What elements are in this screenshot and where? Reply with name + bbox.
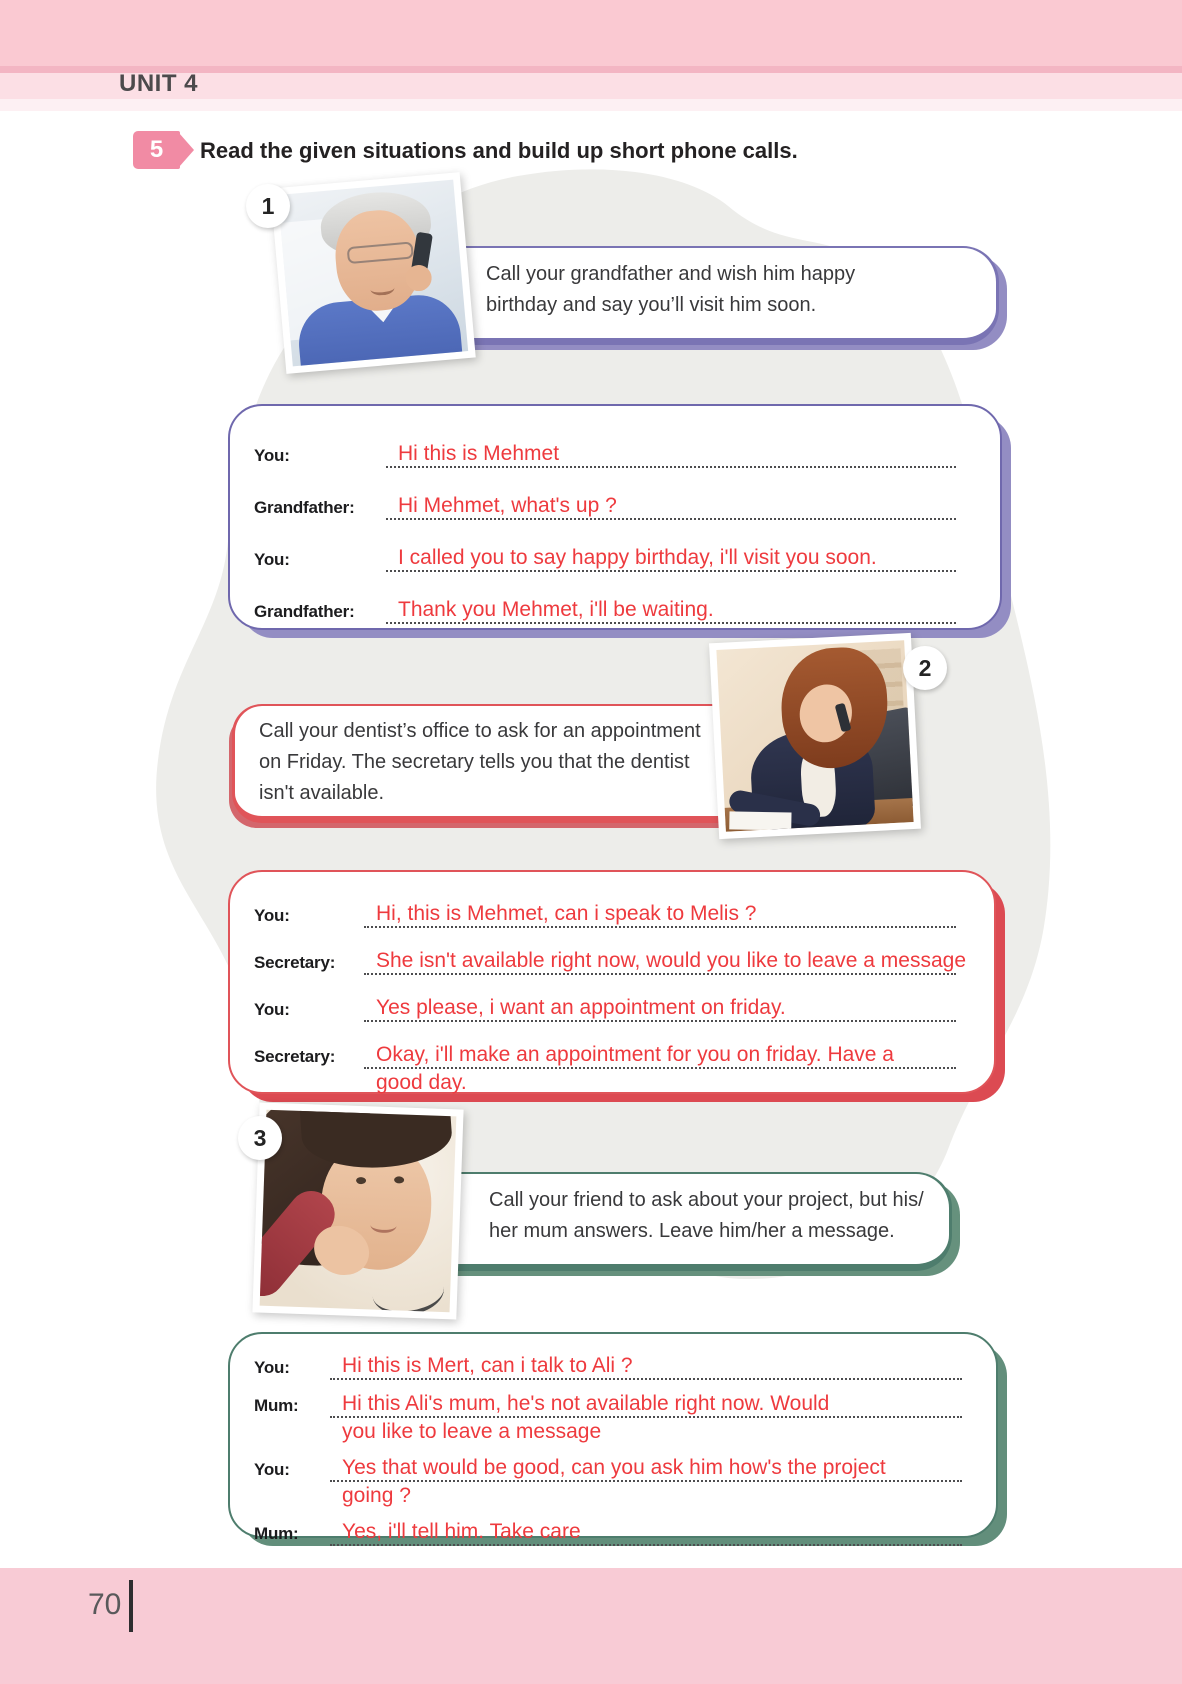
answer-text: Hi this is Mert, can i talk to Ali ? [342, 1354, 633, 1377]
header-band-top [0, 0, 1182, 66]
scenario-number-badge-2: 2 [903, 646, 947, 690]
woman-red-phone-photo [252, 1103, 463, 1320]
exercise-title: Read the given situations and build up short phone calls. [200, 138, 798, 163]
dialogue-row [254, 1029, 956, 1096]
answer-text-line2: going ? [342, 1484, 411, 1507]
answer-line [386, 528, 956, 573]
answer-text: Yes that would be good, can you ask him how's the project [342, 1456, 886, 1479]
speaker-label: Secretary: [254, 953, 336, 972]
unit-title: UNIT 4 [119, 70, 199, 97]
dialogue-box-3 [228, 1332, 998, 1543]
answer-text: Thank you Mehmet, i'll be waiting. [398, 598, 714, 621]
header-band-light [0, 99, 1182, 111]
answer-text: Yes please, i want an appointment on friday. [376, 996, 786, 1019]
answer-text: Yes, i'll tell him. Take care [342, 1520, 581, 1543]
dialogue-row [254, 580, 956, 625]
speaker-label: You: [254, 1358, 290, 1377]
answer-line [386, 424, 956, 469]
speaker-label: Secretary: [254, 1047, 336, 1066]
speaker-label: You: [254, 1460, 290, 1479]
answer-line [364, 982, 956, 1023]
speaker-label: You: [254, 906, 290, 925]
answer-text: Hi, this is Mehmet, can i speak to Melis ? [376, 902, 757, 925]
answer-line [364, 1029, 956, 1096]
dialogue-row [254, 888, 956, 929]
answer-line [364, 935, 967, 976]
page-number-divider [129, 1580, 133, 1632]
dialogue-row [254, 476, 956, 521]
answer-line [330, 1512, 962, 1547]
dialogue-row [254, 424, 956, 469]
secretary-photo [709, 633, 921, 839]
answer-text-line2: good day. [376, 1071, 467, 1094]
speaker-label: Grandfather: [254, 602, 355, 621]
dialogue-row [254, 1512, 962, 1547]
situation-bubble-3 [445, 1172, 952, 1271]
speaker-label: Grandfather: [254, 498, 355, 517]
speaker-label: You: [254, 550, 290, 569]
answer-line [330, 1384, 962, 1445]
answer-text: Hi this is Mehmet [398, 442, 560, 465]
situation-text: Call your dentist’s office to ask for an appointment [259, 720, 701, 742]
scenario-number-badge-1: 1 [246, 184, 290, 228]
answer-text: Okay, i'll make an appointment for you on friday. Have a [376, 1043, 894, 1066]
situation-text: birthday and say you’ll visit him soon. [486, 294, 817, 316]
scenario-number-badge-3: 3 [238, 1116, 282, 1160]
situation-text: Call your grandfather and wish him happy [486, 263, 856, 285]
answer-line [386, 476, 956, 521]
dialogue-box-1 [228, 404, 1002, 630]
exercise-number: 5 [149, 136, 164, 163]
dialogue-row [254, 1448, 962, 1509]
exercise-number-badge [133, 131, 180, 169]
situation-text: Call your friend to ask about your project, but his/ [489, 1189, 924, 1211]
speaker-label: You: [254, 1000, 290, 1019]
footer-band [0, 1568, 1182, 1684]
situation-text: isn't available. [259, 782, 384, 804]
dialogue-row [254, 1384, 962, 1445]
speaker-label: Mum: [254, 1396, 299, 1415]
answer-text: She isn't available right now, would you like to leave a message [376, 949, 967, 972]
answer-text: Hi this Ali's mum, he's not available right now. Would [342, 1392, 830, 1415]
dialogue-box-2 [228, 870, 996, 1094]
dialogue-row [254, 982, 956, 1023]
answer-line [364, 888, 956, 929]
dialogue-row [254, 935, 967, 976]
dialogue-row [254, 1346, 962, 1381]
answer-text: I called you to say happy birthday, i'll visit you soon. [398, 546, 877, 569]
answer-text: Hi Mehmet, what's up ? [398, 494, 617, 517]
situation-text: on Friday. The secretary tells you that the dentist [259, 751, 690, 773]
speaker-label: You: [254, 446, 290, 465]
situation-bubble-1 [436, 246, 999, 345]
situation-text: her mum answers. Leave him/her a message. [489, 1220, 895, 1242]
page-number: 70 [88, 1588, 122, 1621]
answer-text-line2: you like to leave a message [342, 1420, 602, 1443]
grandfather-photo [270, 172, 475, 374]
answer-line [330, 1448, 962, 1509]
answer-line [386, 580, 956, 625]
speaker-label: Mum: [254, 1524, 299, 1543]
dialogue-row [254, 528, 956, 573]
answer-line [330, 1346, 962, 1381]
